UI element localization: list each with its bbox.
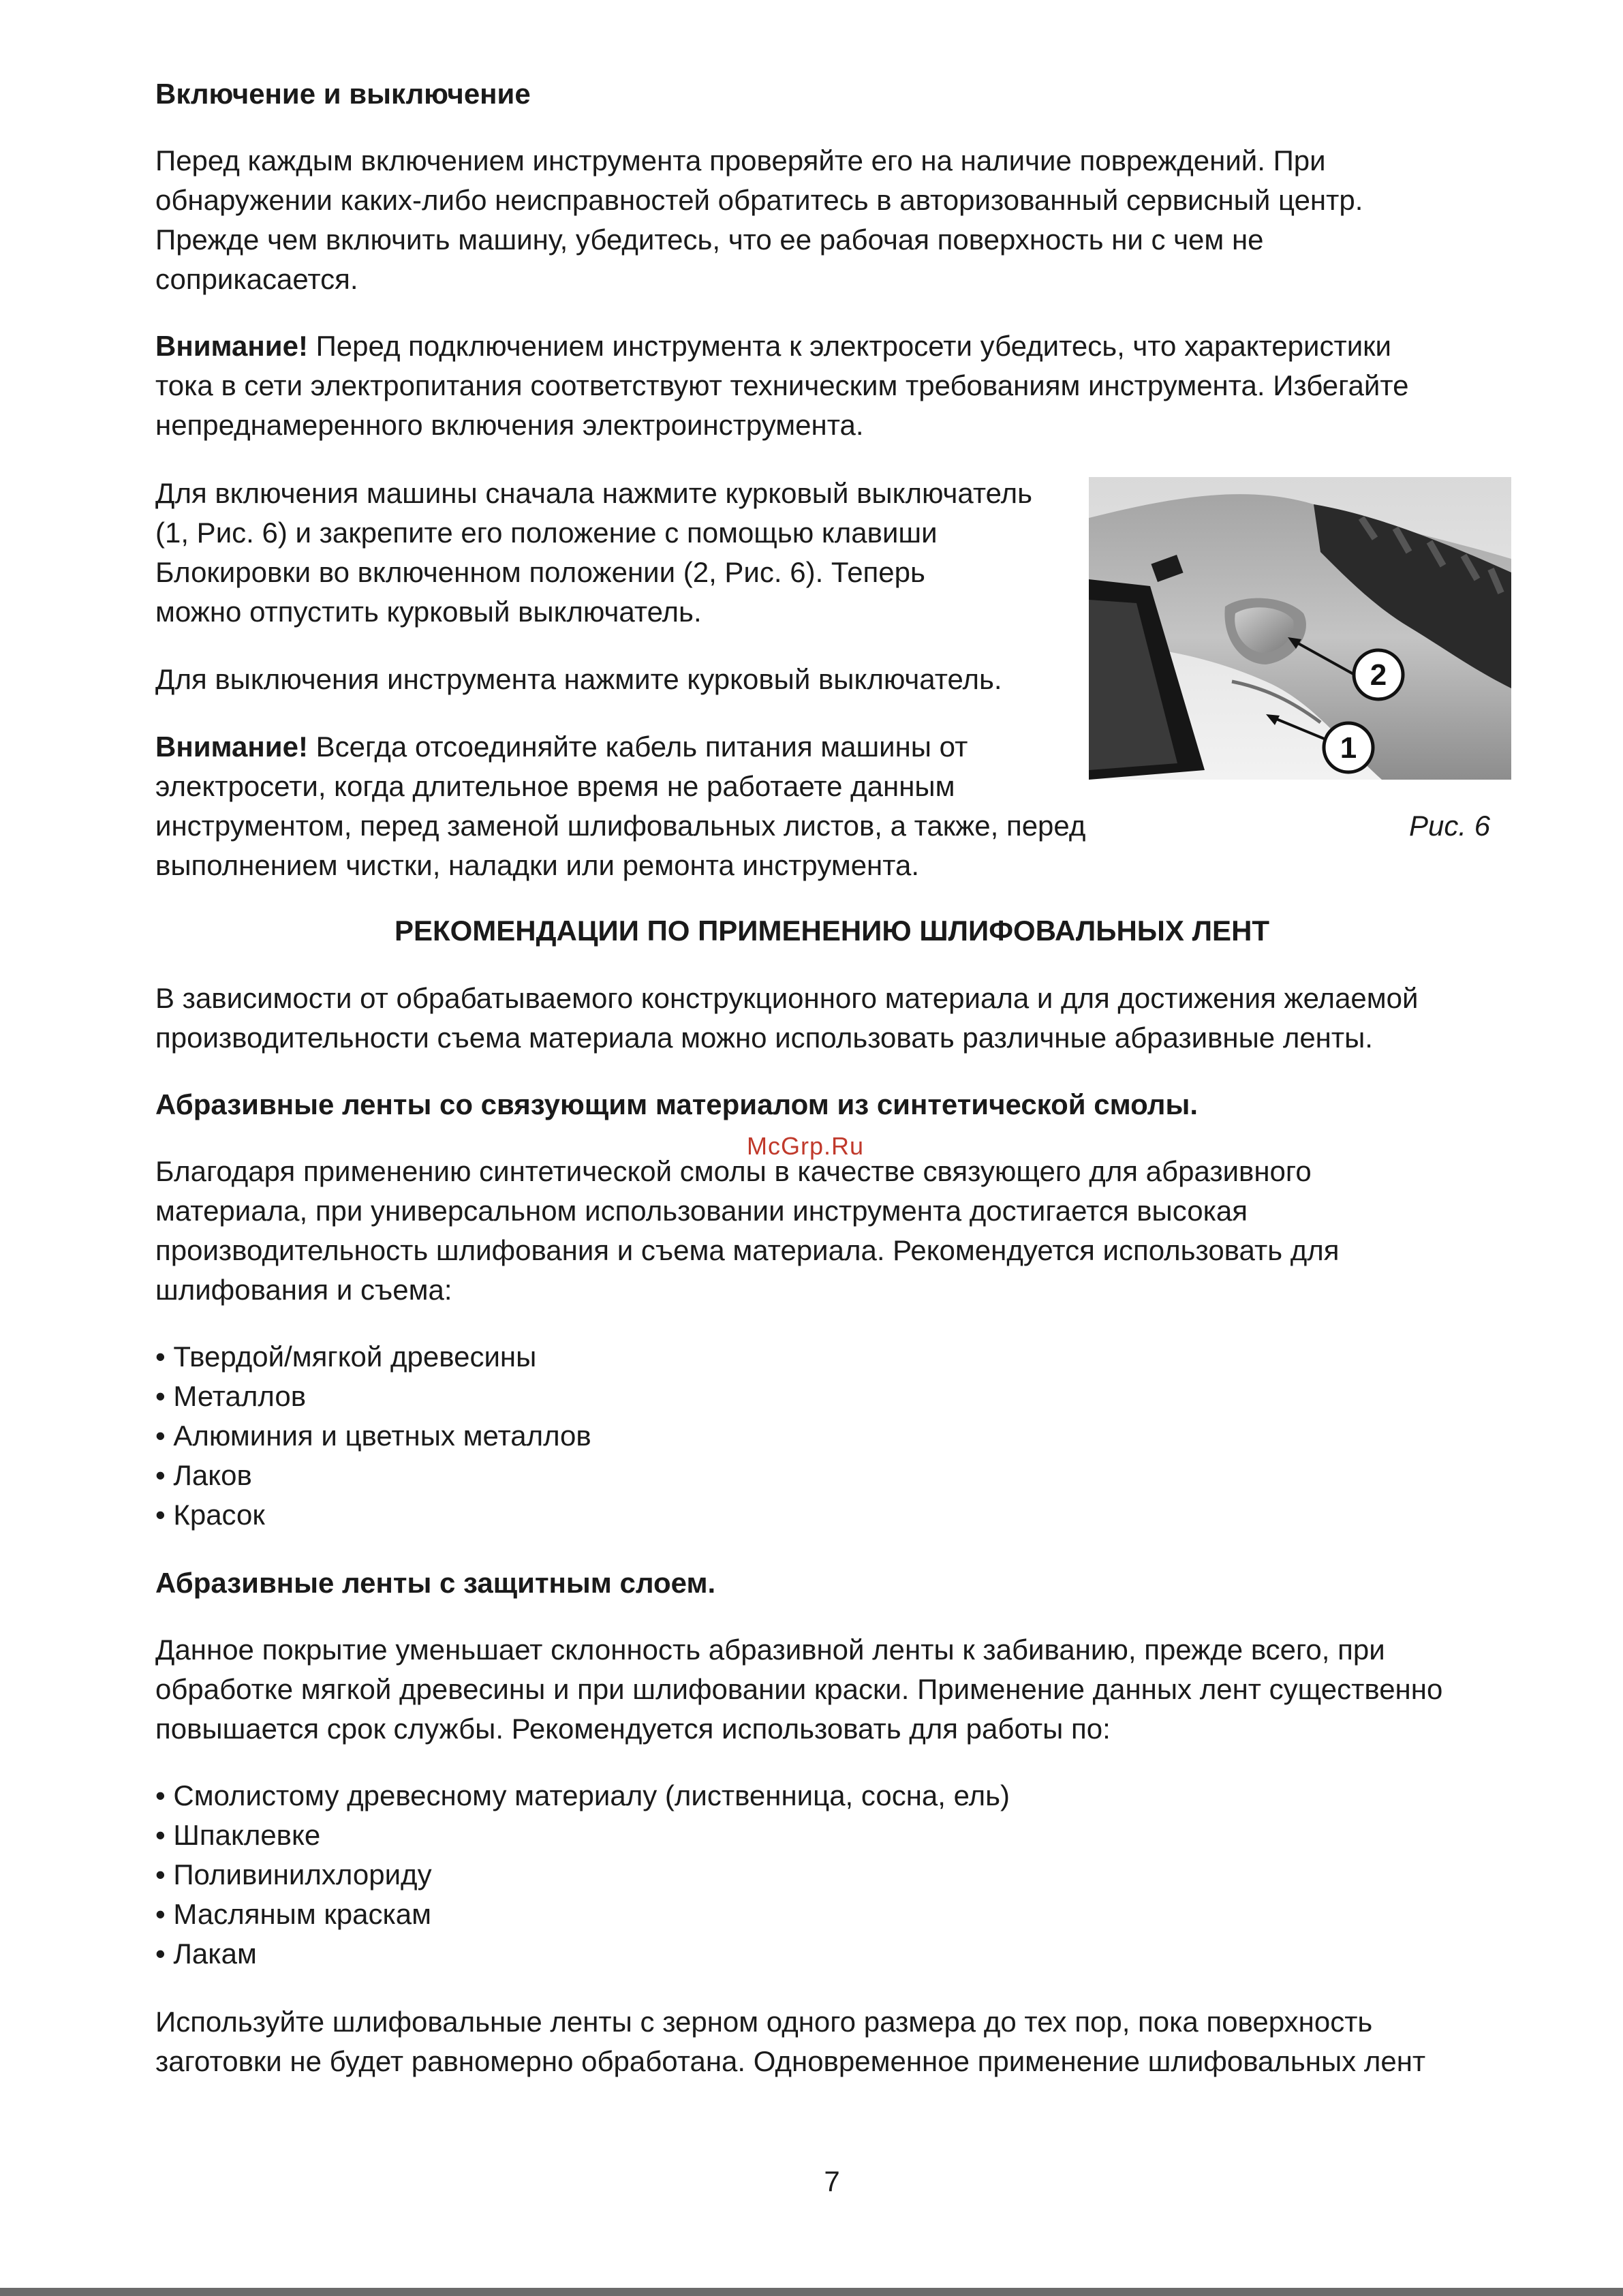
- list-item: • Металлов: [155, 1380, 307, 1412]
- list-item: • Смолистому древесному материалу (лиственница, сосна, ель): [155, 1779, 1010, 1811]
- warning-label: Внимание!: [155, 330, 308, 362]
- callout-label-1: 1: [1340, 731, 1357, 765]
- warning-text: Всегда отсоединяйте кабель питания машины от электросети, когда длительное время не работаете данным инструментом, перед заменой шлифовальных листов, а также, перед выполнением чистки, наладки или ремонта инструмента.: [155, 731, 1086, 881]
- figure-caption: Рис. 6: [1409, 810, 1491, 842]
- list-item: • Алюминия и цветных металлов: [155, 1420, 591, 1452]
- paragraph-switch-on: Для включения машины сначала нажмите курковый выключатель (1, Рис. 6) и закрепите его положение с помощью клавиши Блокировки во включенном положении (2, Рис. 6). Теперь можно отпустить курковый выключатель.: [155, 477, 1032, 628]
- subheading-resin-bond: Абразивные ленты со связующим материалом из синтетической смолы.: [155, 1088, 1198, 1120]
- list-item: • Шпаклевке: [155, 1819, 321, 1851]
- list-item: • Масляным краскам: [155, 1898, 431, 1930]
- page-number: 7: [824, 2165, 840, 2197]
- section-heading-recommendations: РЕКОМЕНДАЦИИ ПО ПРИМЕНЕНИЮ ШЛИФОВАЛЬНЫХ ЛЕНТ: [394, 915, 1270, 947]
- list-item: • Поливинилхлориду: [155, 1858, 432, 1891]
- figure-6-photo: [1089, 477, 1511, 780]
- paragraph-material-choice: В зависимости от обрабатываемого конструкционного материала и для достижения желаемой производительности съема материала можно использовать различные абразивные ленты.: [155, 982, 1419, 1054]
- warning-paragraph-unplug: [155, 727, 1085, 885]
- grinder-handle-illustration: [1089, 477, 1511, 780]
- materials-list-resin: [155, 1337, 591, 1535]
- subheading-protective-coating: Абразивные ленты с защитным слоем.: [155, 1567, 716, 1599]
- warning-text: Перед подключением инструмента к электросети убедитесь, что характеристики тока в сети электропитания соответствуют техническим требованиям инструмента. Избегайте непреднамеренного включения электроинструмента.: [155, 330, 1409, 441]
- paragraph-protective-coating: Данное покрытие уменьшает склонность абразивной ленты к забиванию, прежде всего, при обработке мягкой древесины и при шлифовании краски. Применение данных лент существенно повышается срок службы. Рекомендуется использовать для работы по:: [155, 1634, 1443, 1745]
- watermark: McGrp.Ru: [747, 1132, 865, 1160]
- paragraph-inspection: Перед каждым включением инструмента проверяйте его на наличие повреждений. При обнаружении каких-либо неисправностей обратитесь в авторизованный сервисный центр. Прежде чем включить машину, убедитесь, что ее рабочая поверхность ни с чем не соприкасается.: [155, 144, 1363, 295]
- warning-paragraph-power: [155, 326, 1408, 445]
- list-item: • Лакам: [155, 1938, 257, 1970]
- list-item: • Твердой/мягкой древесины: [155, 1341, 537, 1373]
- bottom-border: [0, 2288, 1623, 2296]
- materials-list-coated: [155, 1776, 1010, 1974]
- section-heading-on-off: Включение и выключение: [155, 78, 531, 110]
- paragraph-switch-off: Для выключения инструмента нажмите курковый выключатель.: [155, 663, 1002, 695]
- list-item: • Красок: [155, 1499, 265, 1531]
- paragraph-resin-bond: Благодаря применению синтетической смолы в качестве связующего для абразивного материала, при универсальном использовании инструмента достигается высокая производительность шлифования и съема материала. Рекомендуется использовать для шлифования и съема:: [155, 1155, 1340, 1306]
- paragraph-grit-usage: Используйте шлифовальные ленты с зерном одного размера до тех пор, пока поверхность заготовки не будет равномерно обработана. Одновременное применение шлифовальных лент: [155, 2006, 1426, 2077]
- list-item: • Лаков: [155, 1459, 252, 1491]
- warning-label: Внимание!: [155, 731, 308, 763]
- callout-label-2: 2: [1370, 658, 1387, 692]
